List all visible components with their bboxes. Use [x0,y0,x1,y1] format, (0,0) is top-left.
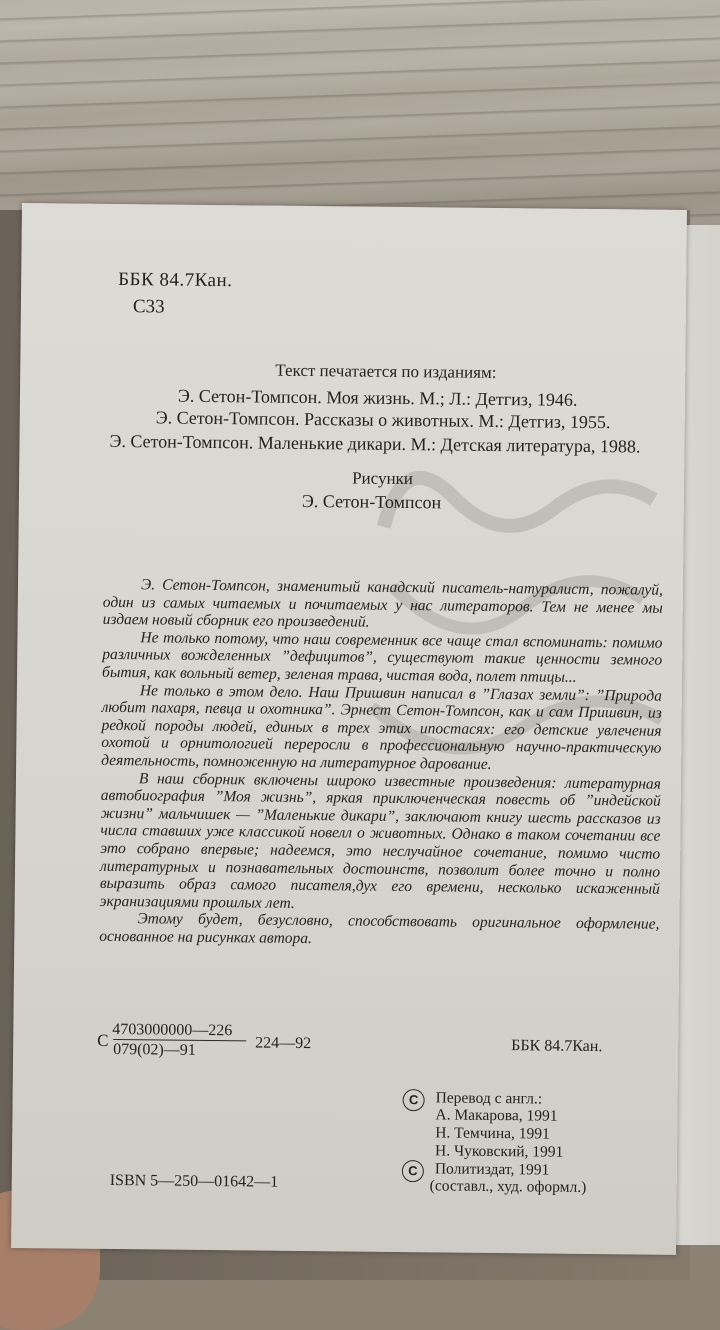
book-page [11,203,687,1255]
illustrations-author: Э. Сетон-Томпсон [301,490,442,513]
catalog-numerator: 4703000000—226 [112,1020,233,1040]
isbn: ISBN 5—250—01642—1 [109,1171,279,1191]
copyright-line: Политиздат, 1991 [434,1160,550,1179]
copyright-line: Н. Темчина, 1991 [435,1124,550,1143]
copyright-line: Перевод с англ.: [435,1089,543,1108]
bbk-index: ББК 84.7Кан. [118,269,233,292]
edition-item: Э. Сетон-Томпсон. Рассказы о животных. М.: Детгиз, 1955. [155,407,611,433]
copyright-icon: C [402,1160,424,1182]
annotation-paragraph: Не только потому, что наш современник все чаще стал вспоминать: помимо различных вожделенных ”дефицитов”, существуют такие ценности земного бытия, как вольный ветер, зеленая трава, чистая вода, полет птицы... [102,629,663,686]
illustrations-heading: Рисунки [352,468,414,489]
edition-item: Э. Сетон-Томпсон. Моя жизнь. М.; Л.: Детгиз, 1946. [177,385,578,410]
copyright-line: А. Макарова, 1991 [435,1106,558,1125]
annotation-paragraph: Э. Сетон-Томпсон, знаменитый канадский писатель-натуралист, пожалуй, один из самых читаемых и почитаемых у нас литераторов. Тем не менее мы издаем новый сборник его произведений. [102,576,664,631]
annotation-paragraph: Этому будет, безусловно, способствовать оригинальное оформление, основанное на рисунках автора. [99,910,660,947]
annotation [99,576,663,951]
catalog-tail: 224—92 [255,1034,312,1053]
copyright-icon: C [403,1089,425,1111]
author-code: С33 [132,296,165,318]
copyright-line: Н. Чуковский, 1991 [435,1142,564,1161]
catalog-denominator: 079(02)—91 [113,1041,196,1059]
copyright-line: (составл., худ. оформл.) [429,1177,587,1196]
annotation-paragraph: В наш сборник включены широко известные произведения: литературная автобиография ”Моя жизнь”, яркая приключенческая повесть об ”индейской жизни” мальчишек — ”Маленькие дикари”, заключают книгу шесть рассказов из числа ставших уже классикой новелл о животных. Однако в таком сочетании все это собрано впервые; надеемся, это неслучайное сочетание, помимо чисто литературных и познавательных достоинств, позволит более точно и полно выразить образ самого писателя,дух его времени, несколько искаженный экранизациями прошлых лет. [99,769,662,912]
bbk-index-bottom: ББК 84.7Кан. [511,1037,603,1056]
catalog-prefix: С [97,1030,109,1050]
annotation-paragraph: Не только в этом дело. Наш Пришвин написал в ”Глазах земли”: ”Природа любит пахаря, певца и охотника”. Эрнест Сетон-Томпсон, как и сам Пришвин, из редкой породы людей, единых в трех этих ипостасях: его детские увлечения охотой и орнитологией переросли в профессиональную научно-практическую деятельность, помноженную на литературное дарование. [101,681,662,773]
editions-heading: Текст печатается по изданиям: [275,360,497,382]
edition-item: Э. Сетон-Томпсон. Маленькие дикари. М.: Детская литература, 1988. [109,430,641,457]
